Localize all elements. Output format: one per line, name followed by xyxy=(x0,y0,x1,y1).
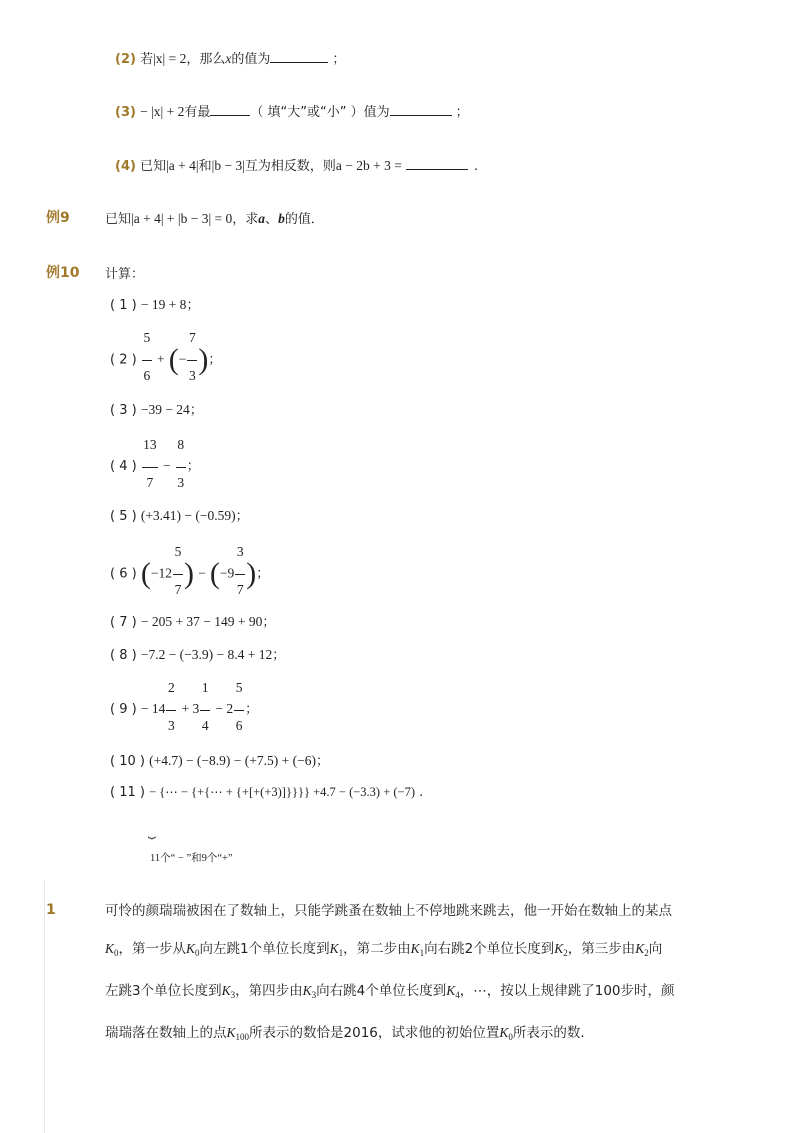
problem-line-4: 瑞瑞落在数轴上的点$K_{100}$所表示的数恰是2016，试求他的初始位置$K_0$所表示的数． xyxy=(105,1025,594,1042)
math-expression: |a + 4| xyxy=(166,158,199,173)
underbrace: ⏟ xyxy=(148,824,156,839)
math-expression: − |x| + 2 xyxy=(140,104,185,119)
answer-blank[interactable] xyxy=(270,51,328,63)
subquestion-2: (2) 若|x| = 2，那么x的值为 ； xyxy=(115,51,346,67)
calc-item-3: ( 3 ) −39 − 24； xyxy=(110,402,203,418)
calc-item-7: ( 7 ) − 205 + 37 − 149 + 90； xyxy=(110,614,276,630)
problem-line-1: 可怜的颜瑞瑞被困在了数轴上，只能学跳蚤在数轴上不停地跳来跳去，他一开始在数轴上的某点 xyxy=(105,903,672,919)
math-expression: |a + 4| + |b − 3| = 0 xyxy=(131,211,233,226)
problem-line-2: $K_0$，第一步从$K_0$向左跳1个单位长度到$K_1$，第二步由$K_1$向右跳2个单位长度到$K_2$，第三步由$K_2$向 xyxy=(105,941,663,958)
fraction: $\frac{1}{4}$ xyxy=(201,679,209,733)
calc-item-4: ( 4 ) $\frac{13}{7}$ − $\frac{8}{3}$ ； xyxy=(110,436,200,490)
subquestion-3: (3) − |x| + 2有最 （ 填“大”或“小” ）值为 ； xyxy=(115,104,469,120)
example-10-label: 例10 xyxy=(46,265,80,281)
example-9-text: 已知|a + 4| + |b − 3| = 0，求a、b的值． xyxy=(105,211,324,227)
subquestion-4: (4) 已知|a + 4|和|b − 3|互为相反数，则a − 2b + 3 = . xyxy=(115,158,479,174)
fraction: $\frac{8}{3}$ xyxy=(177,436,185,490)
fraction: $\frac{3}{7}$ xyxy=(236,544,244,597)
problem-1-label: 1 xyxy=(46,902,56,918)
fraction: $\frac{13}{7}$ xyxy=(143,436,157,490)
underbrace-note: 11个“ − ”和9个“+” xyxy=(150,853,233,864)
left-margin-line xyxy=(44,880,45,1133)
fraction: $\frac{5}{7}$ xyxy=(174,544,182,597)
fraction: $\frac{2}{3}$ xyxy=(167,679,175,733)
answer-blank[interactable] xyxy=(210,104,250,116)
subquestion-number: (2) xyxy=(115,52,136,67)
math-expression: a − 2b + 3 = xyxy=(335,158,402,173)
problem-line-3: 左跳3个单位长度到$K_3$，第四步由$K_3$向右跳4个单位长度到$K_4$，⋯，按以上规律跳了100步时，颜 xyxy=(105,983,675,1000)
subquestion-number: (4) xyxy=(115,159,136,174)
math-expression: |b − 3| xyxy=(211,158,245,173)
calc-item-6: ( 6 ) (−12 $\frac{5}{7}$ ) − (−9 $\frac{3}{7}$ )； xyxy=(110,544,270,597)
calc-item-1: ( 1 ) − 19 + 8； xyxy=(110,297,200,313)
fraction: $\frac{5}{6}$ xyxy=(143,330,151,383)
calc-item-5: ( 5 ) (+3.41) − (−0.59)； xyxy=(110,508,249,524)
calc-item-2: ( 2 ) $\frac{5}{6}$ + (− $\frac{7}{3}$ )； xyxy=(110,330,222,383)
calc-item-11: ( 11 ) − {⋯ − {+{⋯ + {+[+(+3)]}}}} +4.7 − (−3.3) + (−7) . xyxy=(110,785,424,800)
problem-1-text xyxy=(105,892,715,1056)
fraction: $\frac{7}{3}$ xyxy=(188,330,196,383)
calc-item-9: ( 9 ) − 14 $\frac{2}{3}$ + 3 $\frac{1}{4}$ − 2 $\frac{5}{6}$ ； xyxy=(110,679,259,733)
math-expression: |x| = 2 xyxy=(153,51,187,66)
calc-item-10: ( 10 ) (+4.7) − (−8.9) − (+7.5) + (−6)； xyxy=(110,753,329,769)
fraction: $\frac{5}{6}$ xyxy=(235,679,243,733)
subquestion-number: (3) xyxy=(115,105,136,120)
example-10-intro: 计算： xyxy=(105,267,145,282)
answer-blank[interactable] xyxy=(406,158,468,170)
answer-blank[interactable] xyxy=(390,104,452,116)
example-9-label: 例9 xyxy=(46,210,70,226)
calc-item-8: ( 8 ) −7.2 − (−3.9) − 8.4 + 12； xyxy=(110,647,286,663)
